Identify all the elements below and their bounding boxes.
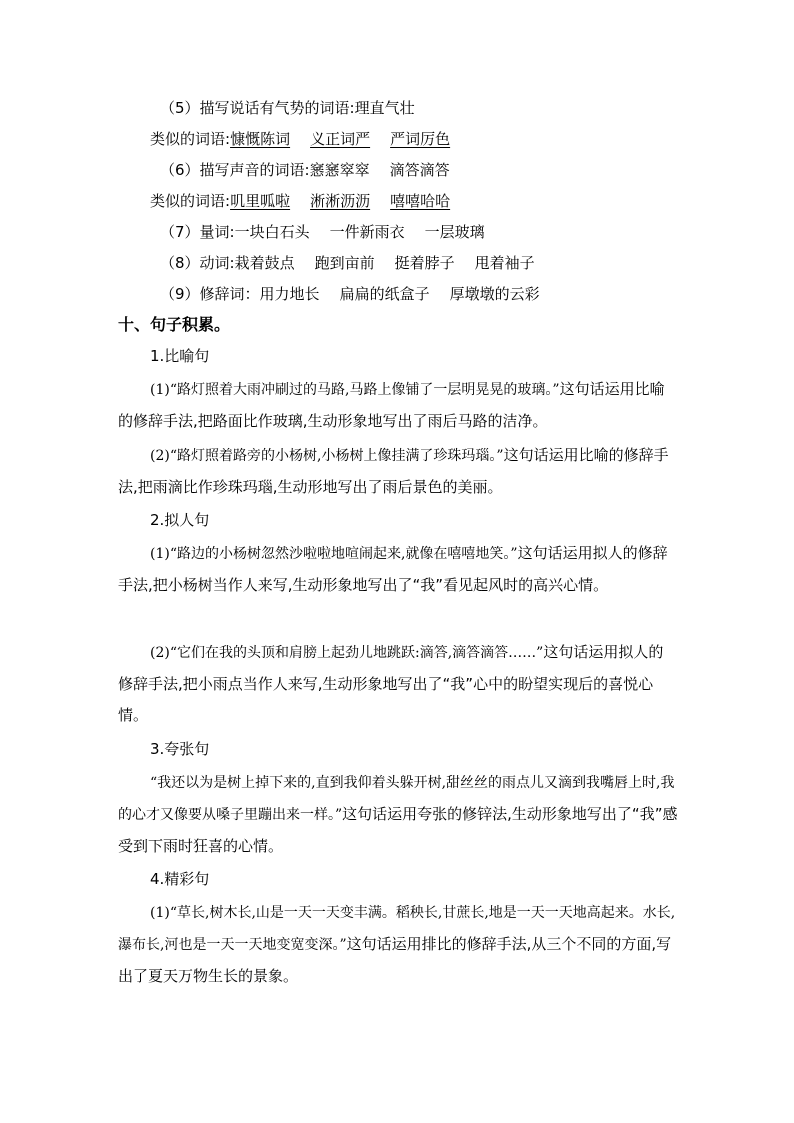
quote: (1)“路边的小杨树忽然沙啦啦地喧闹起来,就像在嘻嘻地笑。” [150,546,518,562]
vocab-line-8 [160,253,535,273]
vocab-line-9 [160,284,540,304]
vocab-item: 挺着脖子 [394,254,455,272]
vocab-item: 一层玻璃 [424,223,485,241]
vocab-item: 一块白石头 [234,223,310,241]
quote: (1)“草长,树木长,山是一天一天变丰满。稻秧长,甘蔗长,地是一天一天地高起来。水长,瀑布长,河也是一天一天地变宽变深。” [118,905,676,953]
vocab-item: 厚墩墩的云彩 [449,285,540,303]
explanation: 这句话运用拟人的修辞手法,把小雨点当作人来写,生动形象地写出了“我”心中的盼望实现后的喜悦心情。 [118,643,664,724]
vocab-label: （9）修辞词： [160,285,260,303]
paragraph-personification-2 [118,637,678,731]
vocab-line-7 [160,222,485,242]
vocab-line-5-similar [150,129,450,149]
vocab-label: （6）描写声音的词语: [160,161,310,179]
subsection-title-excellent: 4.精彩句 [150,870,210,888]
subsection-title-metaphor: 1.比喻句 [150,347,210,365]
vocab-item: 严词厉色 [390,130,451,148]
vocab-label: （5）描写说话有气势的词语: [160,99,355,117]
subsection-title-personification: 2.拟人句 [150,511,210,529]
vocab-item: 嘻嘻哈哈 [390,192,451,210]
explanation: 这句话运用排比的修辞手法,从三个不同的方面,写出了夏天万物生长的景象。 [118,935,672,985]
vocab-item: 栽着鼓点 [234,254,295,272]
explanation: 这句话运用拟人的修辞手法,把小杨树当作人来写,生动形象地写出了“我”看见起风时的高兴心情。 [118,544,668,594]
section-title: 十、句子积累。 [118,315,231,334]
paragraph-metaphor-2 [118,440,678,503]
vocab-label: （8）动词: [160,254,235,272]
vocab-item: 用力地长 [259,285,320,303]
vocab-label: 类似的词语: [150,192,231,210]
vocab-item: 义正词严 [310,130,371,148]
paragraph-personification-1 [118,538,678,601]
vocab-item: 一件新雨衣 [329,223,405,241]
vocab-item: 窸窸窣窣 [309,161,370,179]
vocab-item: 扁扁的纸盒子 [339,285,430,303]
vocab-label: （7）量词: [160,223,235,241]
vocab-item: 慷慨陈词 [230,130,291,148]
explanation: 这句话运用比喻的修辞手法,把雨滴比作珍珠玛瑙,生动形地写出了雨后景色的美丽。 [118,446,669,496]
vocab-item: 淅淅沥沥 [310,192,371,210]
quote: “我还以为是树上掉下来的,直到我仰着头躲开树,甜丝丝的雨点儿又滴到我嘴唇上时,我的心才又像要从嗓子里蹦出来一样。” [118,775,675,823]
vocab-item: 理直气壮 [354,99,415,117]
vocab-item: 跑到亩前 [314,254,375,272]
paragraph-hyperbole-1 [118,767,678,862]
paragraph-excellent-1 [118,897,678,992]
vocab-item: 叽里呱啦 [230,192,291,210]
vocab-line-6-similar [150,191,450,211]
quote: (2)“路灯照着路旁的小杨树,小杨树上像挂满了珍珠玛瑙。” [150,448,504,464]
subsection-title-hyperbole: 3.夸张句 [150,740,210,758]
vocab-line-5 [160,98,415,118]
explanation: 这句话运用比喻的修辞手法,把路面比作玻璃,生动形象地写出了雨后马路的洁净。 [118,380,665,430]
vocab-item: 甩着袖子 [474,254,535,272]
quote: (2)“它们在我的头顶和肩膀上起劲儿地跳跃:滴答,滴答滴答……” [150,645,544,661]
quote: (1)“路灯照着大雨冲刷过的马路,马路上像铺了一层明晃晃的玻璃。” [150,382,560,398]
paragraph-metaphor-1 [118,374,678,437]
explanation: 这句话运用夸张的修锌法,生动形象地写出了“我”感受到下雨时狂喜的心情。 [118,805,678,855]
vocab-label: 类似的词语: [150,130,231,148]
vocab-item: 滴答滴答 [389,161,450,179]
vocab-line-6 [160,160,450,180]
